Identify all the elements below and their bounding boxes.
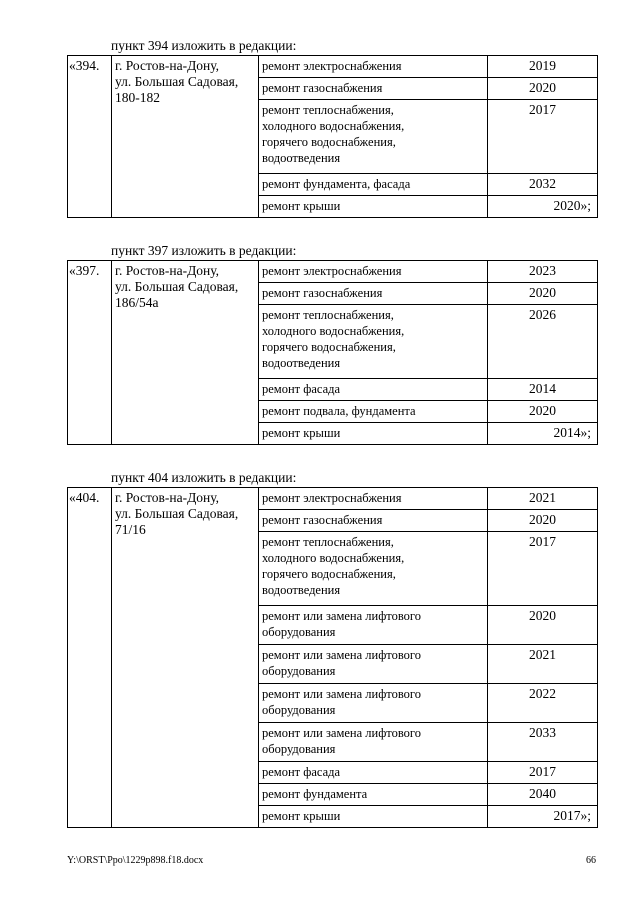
year-cell: 2020»; (488, 196, 598, 218)
work-line: водоотведения (262, 583, 341, 597)
work-line: горячего водоснабжения, (262, 567, 396, 581)
work-line: ремонт газоснабжения (262, 286, 383, 300)
year-cell: 2017 (488, 762, 598, 784)
work-line: ремонт фундамента, фасада (262, 177, 411, 191)
table-row (68, 56, 598, 78)
work-line: ремонт газоснабжения (262, 81, 383, 95)
work-cell (259, 261, 488, 283)
address-line: г. Ростов-на-Дону, (115, 263, 220, 278)
year-cell: 2020 (488, 510, 598, 532)
work-line: горячего водоснабжения, (262, 135, 396, 149)
work-cell (259, 488, 488, 510)
year-cell: 2020 (488, 606, 598, 645)
work-line: ремонт или замена лифтового (262, 609, 421, 623)
item-number: «394. (68, 56, 112, 218)
work-line: ремонт крыши (262, 199, 341, 213)
work-cell (259, 401, 488, 423)
year-cell: 2033 (488, 723, 598, 762)
address-line: г. Ростов-на-Дону, (115, 490, 220, 505)
work-cell (259, 283, 488, 305)
work-cell (259, 56, 488, 78)
work-cell (259, 305, 488, 379)
address-line: г. Ростов-на-Дону, (115, 58, 220, 73)
section-2-intro: пункт 397 изложить в редакции: (111, 243, 297, 258)
section-2-table (67, 260, 598, 445)
year-cell: 2022 (488, 684, 598, 723)
work-line: ремонт фундамента (262, 787, 368, 801)
table-row (68, 261, 598, 283)
address-line: 180-182 (115, 90, 160, 105)
work-cell (259, 684, 488, 723)
address-line: ул. Большая Садовая, (115, 279, 239, 294)
address-cell (112, 488, 259, 828)
year-cell: 2032 (488, 174, 598, 196)
work-line: водоотведения (262, 151, 341, 165)
year-cell: 2014 (488, 379, 598, 401)
year-cell: 2017 (488, 100, 598, 174)
work-cell (259, 379, 488, 401)
work-line: ремонт подвала, фундамента (262, 404, 416, 418)
work-cell (259, 806, 488, 828)
work-line: оборудования (262, 625, 336, 639)
work-cell (259, 606, 488, 645)
address-line: ул. Большая Садовая, (115, 506, 239, 521)
work-line: ремонт фасада (262, 765, 341, 779)
work-cell (259, 100, 488, 174)
address-line: 71/16 (115, 522, 146, 537)
work-line: ремонт теплоснабжения, (262, 308, 394, 322)
work-line: ремонт теплоснабжения, (262, 535, 394, 549)
year-cell: 2026 (488, 305, 598, 379)
year-cell: 2019 (488, 56, 598, 78)
work-line: ремонт фасада (262, 382, 341, 396)
work-line: ремонт газоснабжения (262, 513, 383, 527)
work-cell (259, 174, 488, 196)
section-3-intro: пункт 404 изложить в редакции: (111, 470, 297, 485)
year-cell: 2020 (488, 283, 598, 305)
year-cell: 2021 (488, 488, 598, 510)
work-line: ремонт крыши (262, 809, 341, 823)
year-cell: 2023 (488, 261, 598, 283)
address-line: 186/54а (115, 295, 159, 310)
work-line: холодного водоснабжения, (262, 119, 405, 133)
year-cell: 2021 (488, 645, 598, 684)
work-line: ремонт электроснабжения (262, 59, 402, 73)
item-number: «404. (68, 488, 112, 828)
address-line: ул. Большая Садовая, (115, 74, 239, 89)
year-cell: 2020 (488, 78, 598, 100)
work-line: водоотведения (262, 356, 341, 370)
work-cell (259, 645, 488, 684)
work-line: оборудования (262, 664, 336, 678)
work-cell (259, 196, 488, 218)
year-cell: 2040 (488, 784, 598, 806)
work-line: горячего водоснабжения, (262, 340, 396, 354)
work-line: ремонт или замена лифтового (262, 648, 421, 662)
work-line: оборудования (262, 742, 336, 756)
work-cell (259, 78, 488, 100)
item-number: «397. (68, 261, 112, 445)
work-cell (259, 762, 488, 784)
work-line: ремонт или замена лифтового (262, 687, 421, 701)
section-1-table (67, 55, 598, 218)
work-line: холодного водоснабжения, (262, 324, 405, 338)
work-cell (259, 723, 488, 762)
section-1-intro: пункт 394 изложить в редакции: (111, 38, 297, 53)
work-cell (259, 510, 488, 532)
year-cell: 2017»; (488, 806, 598, 828)
work-line: оборудования (262, 703, 336, 717)
page-number: 66 (586, 855, 596, 866)
work-line: ремонт или замена лифтового (262, 726, 421, 740)
work-cell (259, 784, 488, 806)
work-cell (259, 532, 488, 606)
year-cell: 2020 (488, 401, 598, 423)
work-cell (259, 423, 488, 445)
footer-file-path: Y:\ORST\Ppo\1229p898.f18.docx (67, 855, 204, 866)
address-cell (112, 56, 259, 218)
table-row (68, 488, 598, 510)
work-line: ремонт теплоснабжения, (262, 103, 394, 117)
work-line: ремонт электроснабжения (262, 491, 402, 505)
year-cell: 2014»; (488, 423, 598, 445)
work-line: ремонт крыши (262, 426, 341, 440)
year-cell: 2017 (488, 532, 598, 606)
work-line: ремонт электроснабжения (262, 264, 402, 278)
section-3-table (67, 487, 598, 828)
address-cell (112, 261, 259, 445)
work-line: холодного водоснабжения, (262, 551, 405, 565)
